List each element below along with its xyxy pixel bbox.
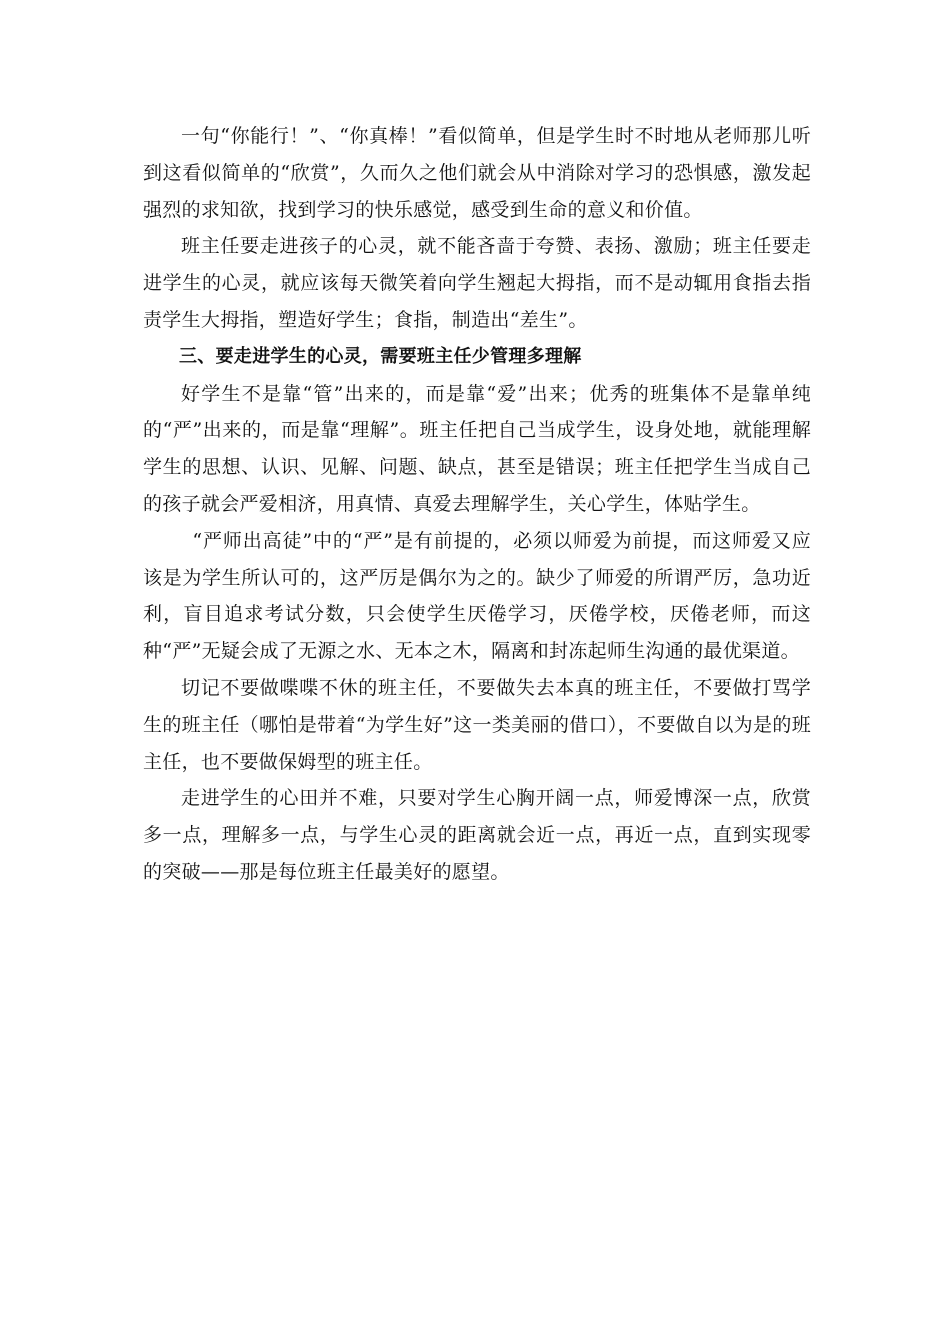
paragraph-do-not: 切记不要做喋喋不休的班主任，不要做失去本真的班主任，不要做打骂学生的班主任（哪怕是带着“为学生好”这一类美丽的借口），不要做自以为是的班主任，也不要做保姆型的班主任。	[143, 676, 811, 773]
paragraph-understanding: 好学生不是靠“管”出来的，而是靠“爱”出来；优秀的班集体不是靠单纯的“严”出来的，而是靠“理解”。班主任把自己当成学生，设身处地，就能理解学生的思想、认识、见解、问题、缺点，甚至是错误；班主任把学生当成自己的孩子就会严爱相济，用真情、真爱去理解学生，关心学生，体贴学生。	[143, 382, 811, 515]
paragraph-strict-teacher: “严师出高徒”中的“严”是有前提的，必须以师爱为前提，而这师爱又应该是为学生所认可的，这严厉是偶尔为之的。缺少了师爱的所谓严厉，急功近利，盲目追求考试分数，只会使学生厌倦学习，厌倦学校，厌倦老师，而这种“严”无疑会成了无源之水、无本之木，隔离和封冻起师生沟通的最优渠道。	[143, 529, 811, 663]
document-page	[143, 118, 811, 891]
section-heading: 三、要走进学生的心灵，需要班主任少管理多理解	[179, 345, 582, 367]
paragraph-praise: 一句“你能行！”、“你真棒！”看似简单，但是学生时不时地从老师那儿听到这看似简单的“欣赏”，久而久之他们就会从中消除对学习的恐惧感，激发起强烈的求知欲，找到学习的快乐感觉，感受到生命的意义和价值。	[143, 125, 811, 221]
paragraph-conclusion: 走进学生的心田并不难，只要对学生心胸开阔一点，师爱博深一点，欣赏多一点，理解多一点，与学生心灵的距离就会近一点，再近一点，直到实现零的突破——那是每位班主任最美好的愿望。	[143, 787, 811, 883]
paragraph-thumbs-up: 班主任要走进孩子的心灵，就不能吝啬于夸赞、表扬、激励；班主任要走进学生的心灵，就应该每天微笑着向学生翘起大拇指，而不是动辄用食指去指责学生大拇指，塑造好学生；食指，制造出“差生”。	[143, 235, 811, 331]
